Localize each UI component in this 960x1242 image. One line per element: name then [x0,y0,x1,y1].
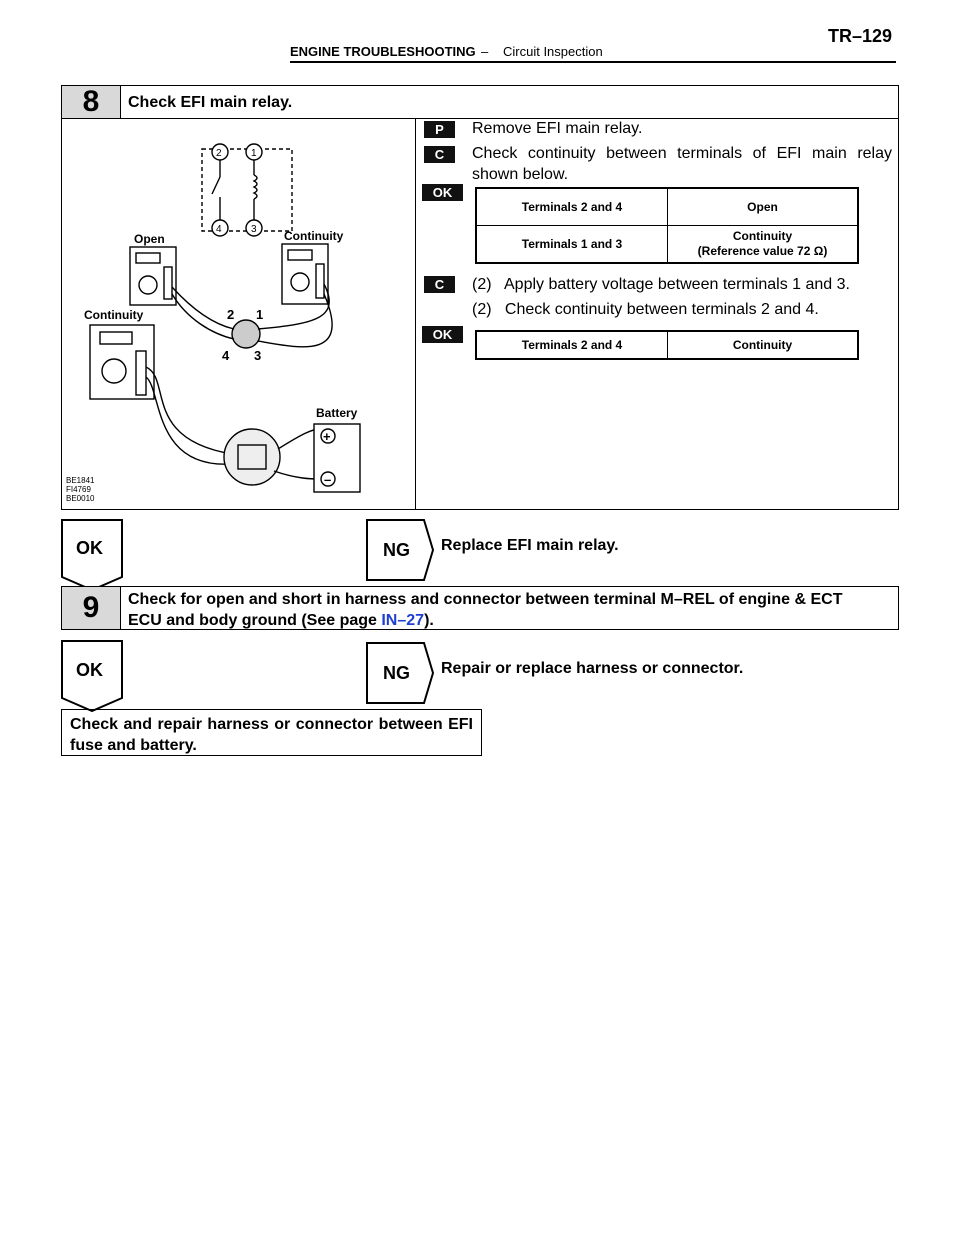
continuity-meter-left-label: Continuity [84,308,144,322]
open-meter-label: Open [134,232,165,246]
step-9-title [121,587,842,629]
connector-terminal-3: 3 [254,348,262,363]
check-instruction-2b: (2) Check continuity between terminals 2 and 4. [472,301,819,318]
ohmmeter-continuity-left [90,325,232,464]
final-action-box: Check and repair harness or connector between EFI fuse and battery. [61,709,482,756]
relay-wiring-diagram [62,119,414,509]
continuity-spec-table-2 [475,330,859,360]
battery-minus: – [324,472,332,487]
battery-label: Battery [316,406,358,420]
ng-label-9: NG [383,663,410,683]
continuity-meter-right-label: Continuity [284,229,344,243]
connector-terminal-4: 4 [222,348,230,363]
step-9-title-line2 [128,610,842,631]
step-9-header [61,586,899,630]
table-row [477,189,857,225]
figure-code-3: BE0010 [66,494,95,503]
step-8-header [61,85,899,119]
step-9-number: 9 [62,587,121,629]
table-cell-terminals: Terminals 2 and 4 [477,332,668,358]
ok-label-9: OK [76,660,103,680]
schematic-terminal-2: 2 [216,148,222,159]
connector-terminal-1: 1 [256,307,264,322]
step-8-divider [415,118,416,510]
table-cell-result: Open [747,199,778,214]
check-tag-2: C [424,276,455,293]
table-cell-terminals: Terminals 1 and 3 [477,226,668,262]
page-link-in27[interactable]: IN–27 [381,612,425,629]
check-tag-1: C [424,146,455,163]
battery-icon [314,424,360,492]
schematic-terminal-1: 1 [251,148,257,159]
table-cell-result [668,226,857,262]
table-row [477,332,857,358]
figure-code-1: BE1841 [66,476,95,485]
prep-instruction: Remove EFI main relay. [472,120,643,137]
ng-action-8: Replace EFI main relay. [441,537,619,554]
ok-tag-2: OK [422,326,463,343]
check-instruction-2a: (2) Apply battery voltage between terminals 1 and 3. [472,276,850,293]
ohmmeter-continuity-right [282,244,328,304]
relay-test-figure [62,119,414,509]
step-9-title-pre: ECU and body ground (See page [128,612,382,629]
relay-connector-bottom [224,429,320,485]
table-row [477,225,857,262]
section-title: ENGINE TROUBLESHOOTING [290,44,476,59]
prep-tag: P [424,121,455,138]
header-rule [290,61,896,63]
table-cell-reference: (Reference value 72 Ω) [697,244,828,258]
connector-terminal-2: 2 [227,307,235,322]
ok-label-8: OK [76,538,103,558]
subsection-title: Circuit Inspection [503,44,603,59]
schematic-terminal-3: 3 [251,224,257,235]
step-9-title-line1: Check for open and short in harness and connector between terminal M–REL of engine & ECT [128,591,843,608]
battery-plus: + [323,429,331,444]
table-cell-result-value: Continuity [732,229,793,243]
schematic-terminal-4: 4 [216,224,222,235]
header-separator: – [481,44,489,59]
page-number: TR–129 [828,26,893,46]
ng-label-8: NG [383,540,410,560]
step-8-title: Check EFI main relay. [128,94,293,111]
ohmmeter-open [130,247,176,305]
table-cell-result: Continuity [732,337,793,352]
ng-action-9: Repair or replace harness or connector. [441,660,744,677]
check-instruction-1: Check continuity between terminals of EFI main relay shown below. [472,145,892,183]
table-cell-terminals: Terminals 2 and 4 [477,189,668,225]
step-9-title-post: ). [424,612,434,629]
figure-code-2: FI4769 [66,485,91,494]
continuity-spec-table-1 [475,187,859,264]
ok-tag-1: OK [422,184,463,201]
step-8-number: 8 [62,86,121,118]
